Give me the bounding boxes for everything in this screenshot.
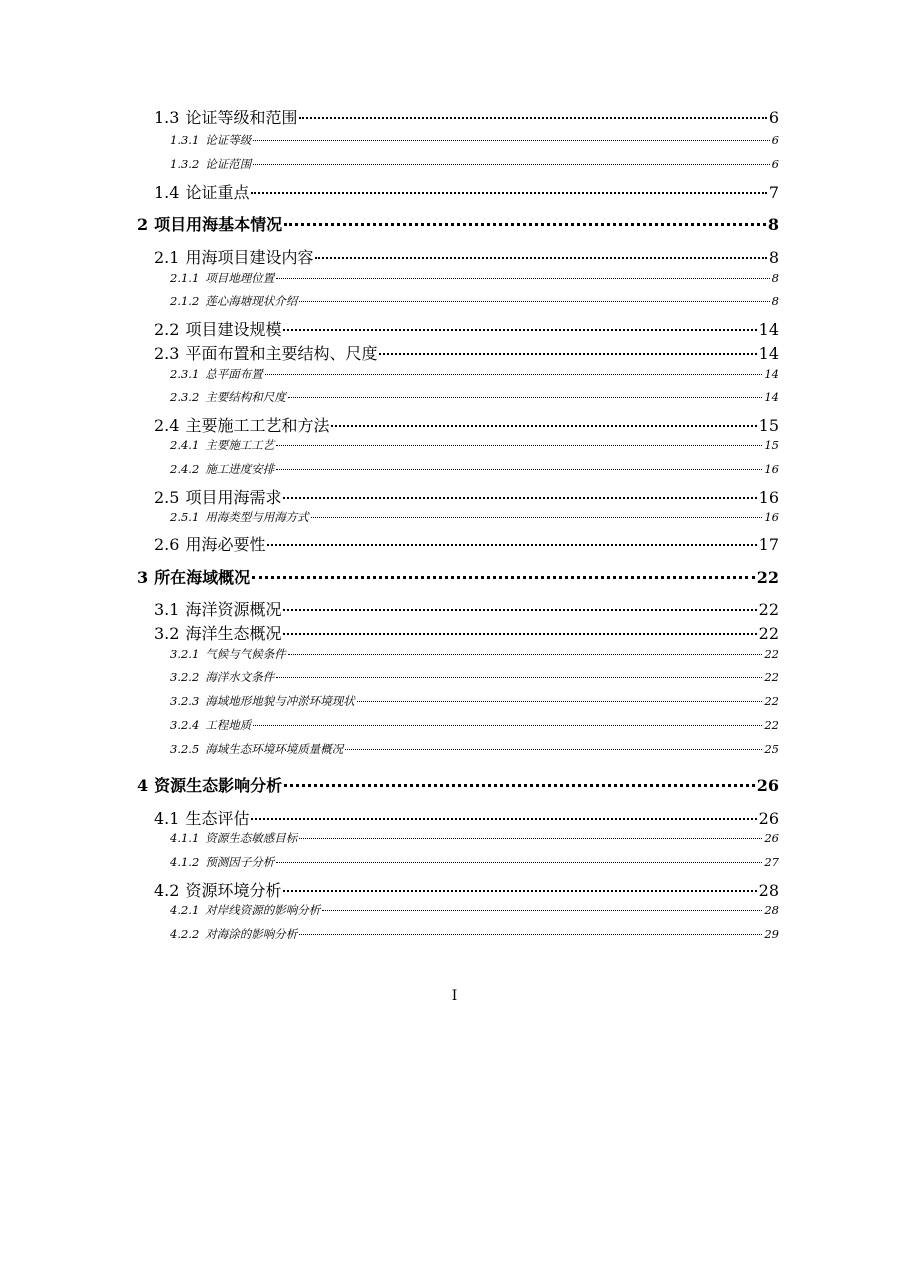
toc-entry-page: 14 (758, 344, 779, 363)
toc-entry-number: 3.2.4 (170, 718, 200, 732)
toc-entry-page: 25 (764, 742, 779, 756)
toc-entry-title: 气候与气候条件 (205, 647, 286, 661)
toc-entry-page: 17 (758, 535, 779, 554)
toc-entry-page: 16 (764, 510, 779, 524)
toc-entry-page: 28 (764, 903, 779, 917)
toc-section-entry[interactable] (154, 341, 779, 364)
toc-entry-title: 主要结构和尺度 (205, 390, 286, 404)
toc-entry-title: 海洋水文条件 (205, 670, 275, 684)
leader-dots (299, 117, 766, 119)
toc-entry-page: 6 (768, 110, 779, 126)
toc-subsection-entry[interactable] (170, 270, 779, 286)
toc-section-entry[interactable] (154, 485, 779, 508)
toc-entry-number: 2.1.1 (170, 271, 200, 285)
toc-entry-page: 7 (768, 183, 779, 202)
toc-entry-title: 海洋资源概况 (185, 600, 282, 619)
leader-dots (299, 301, 769, 302)
toc-entry-page: 22 (764, 647, 779, 661)
toc-entry-number: 4.2.1 (170, 903, 200, 917)
leader-dots (252, 576, 755, 579)
toc-subsection-entry[interactable] (170, 389, 779, 405)
leader-dots (276, 278, 769, 279)
toc-entry-page: 26 (764, 831, 779, 845)
toc-subsection-entry[interactable] (170, 366, 779, 382)
toc-entry-title: 总平面布置 (205, 367, 263, 381)
toc-entry-page: 8 (771, 271, 779, 285)
toc-subsection-entry[interactable] (170, 156, 779, 172)
toc-entry-title: 海域生态环境环境质量概况 (205, 742, 344, 756)
toc-entry-title: 生态评估 (185, 809, 250, 828)
leader-dots (284, 784, 755, 787)
toc-entry-number: 2.2 (154, 320, 180, 339)
toc-entry-page: 14 (764, 367, 779, 381)
toc-entry-number: 1.3.2 (170, 157, 200, 171)
toc-entry-number: 2.4.1 (170, 438, 200, 452)
toc-subsection-entry[interactable] (170, 902, 779, 918)
toc-entry-number: 4.1.2 (170, 855, 200, 869)
toc-entry-page: 27 (764, 855, 779, 869)
toc-section-entry[interactable] (154, 180, 779, 203)
leader-dots (288, 397, 763, 398)
leader-dots (299, 838, 762, 839)
toc-entry-title: 海洋生态概况 (185, 624, 282, 643)
toc-entry-number: 2.5 (154, 488, 180, 507)
toc-entry-number: 2.3.1 (170, 367, 200, 381)
toc-entry-number: 3.2.1 (170, 647, 200, 661)
toc-entry-page: 14 (764, 390, 779, 404)
toc-entry-number: 4.2.2 (170, 927, 200, 941)
toc-entry-title: 工程地质 (205, 718, 252, 732)
toc-subsection-entry[interactable] (170, 854, 779, 870)
toc-subsection-entry[interactable] (170, 509, 779, 525)
toc-section-entry[interactable] (154, 245, 779, 268)
toc-entry-number: 3.2.2 (170, 670, 200, 684)
toc-subsection-entry[interactable] (170, 132, 779, 148)
toc-entry-title: 莲心海塘现状介绍 (205, 294, 298, 308)
leader-dots (283, 329, 756, 331)
toc-entry-title: 论证范围 (205, 157, 252, 171)
toc-entry-number: 4.1.1 (170, 831, 200, 845)
toc-section-entry[interactable] (154, 532, 779, 555)
leader-dots (283, 890, 756, 892)
toc-entry-page: 8 (771, 294, 779, 308)
toc-entry-title: 主要施工工艺和方法 (185, 416, 330, 435)
leader-dots (276, 469, 762, 470)
toc-entry-page: 29 (764, 927, 779, 941)
toc-entry-page: 22 (764, 670, 779, 684)
toc-entry-page: 28 (758, 881, 779, 900)
toc-entry-page: 8 (767, 215, 779, 234)
leader-dots (265, 374, 763, 375)
toc-entry-number: 1.3.1 (170, 133, 200, 147)
toc-entry-title: 资源生态敏感目标 (205, 831, 298, 845)
toc-entry-number: 4 (137, 776, 149, 795)
toc-entry-title: 对海涂的影响分析 (205, 927, 298, 941)
leader-dots (311, 517, 763, 518)
toc-subsection-entry[interactable] (170, 437, 779, 453)
toc-entry-number: 3.2.3 (170, 694, 200, 708)
toc-entry-number: 2 (137, 215, 149, 234)
toc-section-entry[interactable] (154, 317, 779, 340)
toc-entry-page: 15 (758, 416, 779, 435)
toc-entry-title: 项目地理位置 (205, 271, 275, 285)
toc-subsection-entry[interactable] (170, 830, 779, 846)
leader-dots (379, 353, 756, 355)
toc-entry-title: 用海项目建设内容 (185, 248, 314, 267)
toc-entry-page: 15 (764, 438, 779, 452)
toc-entry-title: 资源环境分析 (185, 881, 282, 900)
toc-entry-page: 22 (764, 718, 779, 732)
toc-entry-number: 4.2 (154, 881, 180, 900)
leader-dots (253, 140, 769, 141)
toc-entry-number: 1.3 (154, 110, 180, 126)
toc-entry-number: 3 (137, 568, 149, 587)
toc-entry-title: 海域地形地貌与冲淤环境现状 (205, 694, 355, 708)
toc-entry-page: 26 (756, 776, 779, 795)
toc-entry-page: 16 (764, 462, 779, 476)
toc-entry-number: 2.3 (154, 344, 180, 363)
toc-subsection-entry[interactable] (170, 926, 779, 942)
toc-chapter-entry[interactable] (137, 773, 779, 796)
toc-entry-number: 2.6 (154, 535, 180, 554)
toc-entry-title: 论证重点 (185, 183, 250, 202)
toc-entry-page: 22 (764, 694, 779, 708)
leader-dots (276, 677, 762, 678)
toc-entry-title: 项目用海需求 (185, 488, 282, 507)
leader-dots (276, 445, 762, 446)
toc-entry-number: 2.1 (154, 248, 180, 267)
toc-entry-number: 2.4 (154, 416, 180, 435)
leader-dots (253, 164, 769, 165)
toc-section-entry[interactable] (154, 806, 779, 829)
toc-entry-title: 所在海域概况 (154, 568, 251, 587)
toc-entry-number: 3.2 (154, 624, 180, 643)
toc-entry-number: 3.2.5 (170, 742, 200, 756)
toc-subsection-entry[interactable] (170, 717, 779, 733)
leader-dots (283, 609, 756, 611)
toc-subsection-entry[interactable] (170, 293, 779, 309)
toc-entry-page: 16 (758, 488, 779, 507)
toc-entry-title: 预测因子分析 (205, 855, 275, 869)
toc-section-entry[interactable] (154, 413, 779, 436)
toc-entry-page: 22 (756, 568, 779, 587)
toc-entry-page: 6 (771, 133, 779, 147)
toc-section-entry[interactable] (154, 878, 779, 901)
leader-dots (283, 633, 756, 635)
toc-entry-number: 1.4 (154, 183, 180, 202)
toc-entry-number: 2.1.2 (170, 294, 200, 308)
toc-section-entry[interactable] (154, 597, 779, 620)
toc-chapter-entry[interactable] (137, 565, 779, 588)
toc-entry-number: 2.3.2 (170, 390, 200, 404)
toc-entry-title: 资源生态影响分析 (154, 776, 283, 795)
leader-dots (315, 257, 766, 259)
toc-entry-page: 8 (768, 248, 779, 267)
toc-entry-number: 2.4.2 (170, 462, 200, 476)
toc-entry-number: 2.5.1 (170, 510, 200, 524)
toc-entry-title: 平面布置和主要结构、尺度 (185, 344, 378, 363)
leader-dots (267, 544, 756, 546)
toc-entry-title: 对岸线资源的影响分析 (205, 903, 321, 917)
leader-dots (284, 223, 766, 226)
toc-entry-title: 论证等级和范围 (185, 110, 298, 126)
toc-entry-page: 22 (758, 600, 779, 619)
toc-entry-title: 用海必要性 (185, 535, 266, 554)
leader-dots (251, 818, 756, 820)
toc-entry-page: 6 (771, 157, 779, 171)
leader-dots (345, 749, 762, 750)
toc-subsection-entry[interactable] (170, 669, 779, 685)
toc-entry-title: 用海类型与用海方式 (205, 510, 309, 524)
toc-subsection-entry[interactable] (170, 693, 779, 709)
toc-entry-title: 项目用海基本情况 (154, 215, 283, 234)
toc-entry-title: 项目建设规模 (185, 320, 282, 339)
leader-dots (299, 934, 762, 935)
toc-entry-page: 14 (758, 320, 779, 339)
leader-dots (283, 497, 756, 499)
leader-dots (251, 192, 766, 194)
toc-entry[interactable] (154, 110, 779, 126)
leader-dots (331, 425, 756, 427)
toc-entry-page: 26 (758, 809, 779, 828)
leader-dots (276, 862, 762, 863)
toc-entry-title: 主要施工工艺 (205, 438, 275, 452)
leader-dots (288, 654, 763, 655)
toc-entry-page: 22 (758, 624, 779, 643)
toc-entry-title: 施工进度安排 (205, 462, 275, 476)
toc-subsection-entry[interactable] (170, 461, 779, 477)
toc-entry-title: 论证等级 (205, 133, 252, 147)
leader-dots (322, 910, 762, 911)
toc-entry-number: 3.1 (154, 600, 180, 619)
toc-entry-number: 4.1 (154, 809, 180, 828)
leader-dots (253, 725, 762, 726)
toc-subsection-entry[interactable] (170, 741, 779, 757)
toc-section-entry[interactable] (154, 621, 779, 644)
page-number-footer: I (451, 988, 458, 1004)
leader-dots (357, 701, 763, 702)
toc-subsection-entry[interactable] (170, 646, 779, 662)
toc-chapter-entry[interactable] (137, 212, 779, 235)
